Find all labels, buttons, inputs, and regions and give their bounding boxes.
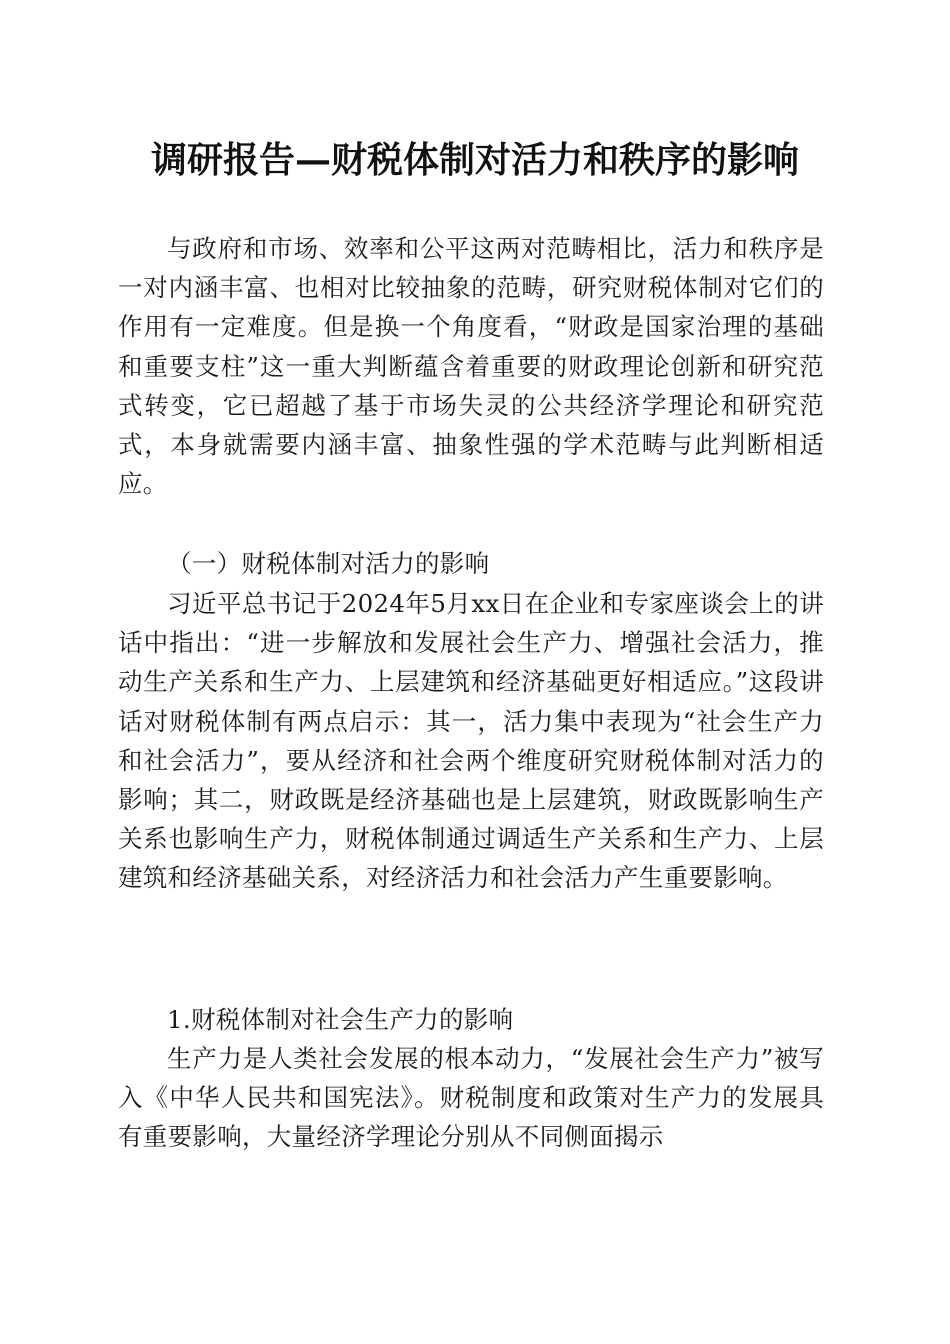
subsection-1-paragraph: 生产力是人类社会发展的根本动力，“发展社会生产力”被写入《中华人民共和国宪法》。财税制度和政策对生产力的发展具有重要影响，大量经济学理论分别从不同侧面揭示 [118, 1044, 824, 1152]
subsection-1-heading-block [118, 1000, 824, 1039]
subsection-1-heading: 1.财税体制对社会生产力的影响 [167, 1005, 514, 1034]
intro-paragraph: 与政府和市场、效率和公平这两对范畴相比，活力和秩序是一对内涵丰富、也相对比较抽象的范畴，研究财税体制对它们的作用有一定难度。但是换一个角度看，“财政是国家治理的基础和重要支柱”这一重大判断蕴含着重要的财政理论创新和研究范式转变，它已超越了基于市场失灵的公共经济学理论和研究范式，本身就需要内涵丰富、抽象性强的学术范畴与此判断相适应。 [118, 234, 825, 499]
section-1-heading: （一）财税体制对活力的影响 [167, 549, 490, 578]
section-1-paragraph-block [118, 584, 824, 898]
subsection-1-paragraph-block [118, 1039, 824, 1157]
section-1-heading-block [118, 544, 824, 583]
intro-paragraph-block [118, 229, 824, 503]
document-title: 调研报告—财税体制对活力和秩序的影响 [150, 139, 799, 181]
section-1-paragraph: 习近平总书记于2024年5月xx日在企业和专家座谈会上的讲话中指出：“进一步解放和发展社会生产力、增强社会活力，推动生产关系和生产力、上层建筑和经济基础更好相适应。”这段讲话对财税体制有两点启示：其一，活力集中表现为“社会生产力和社会活力”，要从经济和社会两个维度研究财税体制对活力的影响；其二，财政既是经济基础也是上层建筑，财政既影响生产关系也影响生产力，财税体制通过调适生产关系和生产力、上层建筑和经济基础关系，对经济活力和社会活力产生重要影响。 [118, 589, 824, 893]
